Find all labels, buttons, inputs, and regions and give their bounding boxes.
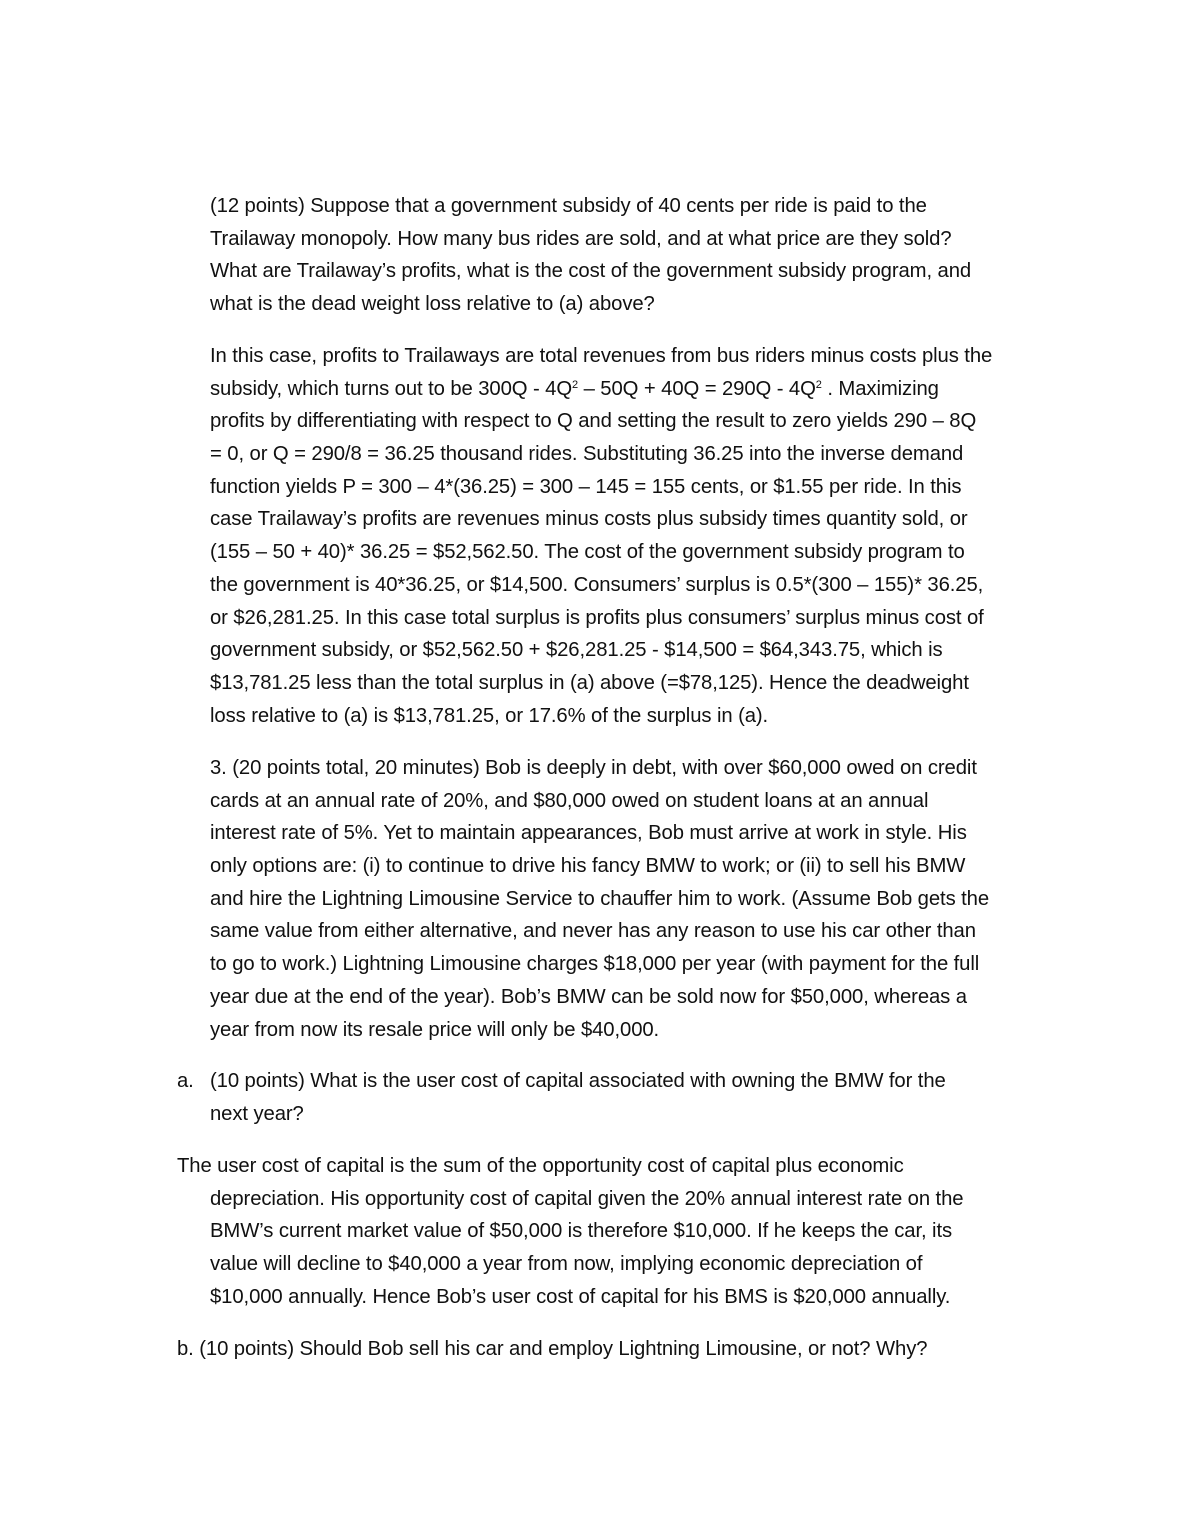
- text-line: (155 – 50 + 40)* 36.25 = $52,562.50. The cost of the government subsidy program to: [210, 541, 965, 564]
- text-line: The user cost of capital is the sum of the opportunity cost of capital plus economic: [177, 1155, 904, 1177]
- text-line: and hire the Lightning Limousine Service to chauffer him to work. (Assume Bob gets the: [210, 887, 990, 910]
- text-line: profits by differentiating with respect to Q and setting the result to zero yields 290 – 8Q: [210, 410, 977, 433]
- text-line: In this case, profits to Trailaways are total revenues from bus riders minus costs plus the: [210, 345, 993, 367]
- text-line: case Trailaway’s profits are revenues minus costs plus subsidy times quantity sold, or: [210, 508, 968, 531]
- text-line: What are Trailaway’s profits, what is the cost of the government subsidy program, and: [210, 260, 972, 283]
- text-run: . Maximizing: [821, 377, 939, 400]
- exponent: 2: [815, 378, 822, 391]
- text-line: $13,781.25 less than the total surplus in (a) above (=$78,125). Hence the deadweight: [210, 671, 969, 694]
- text-line: (12 points) Suppose that a government subsidy of 40 cents per ride is paid to the: [210, 195, 927, 217]
- text-line: what is the dead weight loss relative to (a) above?: [210, 293, 655, 316]
- text-line: only options are: (i) to continue to drive his fancy BMW to work; or (ii) to sell his BMW: [210, 855, 966, 878]
- text-line: next year?: [210, 1102, 304, 1125]
- text-line: loss relative to (a) is $13,781.25, or 17.6% of the surplus in (a).: [210, 704, 769, 727]
- text-line: depreciation. His opportunity cost of capital given the 20% annual interest rate on the: [210, 1187, 964, 1210]
- part-a-question: [177, 1065, 946, 1130]
- text-line: 3. (20 points total, 20 minutes) Bob is deeply in debt, with over $60,000 owed on credit: [210, 757, 977, 779]
- text-line: Trailaway monopoly. How many bus rides are sold, and at what price are they sold?: [210, 227, 952, 250]
- text-line: to go to work.) Lightning Limousine charges $18,000 per year (with payment for the full: [210, 953, 980, 976]
- subsidy-answer: [210, 340, 992, 732]
- subsidy-question: [210, 190, 971, 321]
- text-run: – 50Q + 40Q = 290Q - 4Q: [578, 377, 816, 400]
- text-line: $10,000 annually. Hence Bob’s user cost of capital for his BMS is $20,000 annually.: [210, 1285, 951, 1308]
- text-line: year from now its resale price will only be $40,000.: [210, 1018, 660, 1041]
- exponent: 2: [572, 378, 579, 391]
- text-line: year due at the end of the year). Bob’s BMW can be sold now for $50,000, whereas a: [210, 985, 967, 1008]
- list-label: a.: [177, 1070, 194, 1092]
- text-line: = 0, or Q = 290/8 = 36.25 thousand rides. Substituting 36.25 into the inverse demand: [210, 443, 964, 466]
- part-a-answer: [177, 1150, 963, 1313]
- text-line: value will decline to $40,000 a year from now, implying economic depreciation of: [210, 1253, 923, 1276]
- text-line: interest rate of 5%. Yet to maintain appearances, Bob must arrive at work in style. His: [210, 822, 967, 845]
- text-line: cards at an annual rate of 20%, and $80,000 owed on student loans at an annual: [210, 789, 929, 812]
- question-3: [210, 752, 989, 1046]
- text-line: [177, 1065, 946, 1098]
- text-run: subsidy, which turns out to be 300Q - 4Q: [210, 377, 573, 400]
- text-line: function yields P = 300 – 4*(36.25) = 300 – 145 = 155 cents, or $1.55 per ride. In this: [210, 475, 962, 498]
- text-line: same value from either alternative, and never has any reason to use his car other than: [210, 920, 976, 943]
- text-line: or $26,281.25. In this case total surplus is profits plus consumers’ surplus minus cost of: [210, 606, 984, 629]
- text-line-with-exponents: [210, 373, 992, 406]
- text-line: the government is 40*36.25, or $14,500. Consumers’ surplus is 0.5*(300 – 155)* 36.25,: [210, 573, 984, 596]
- text-line: government subsidy, or $52,562.50 + $26,281.25 - $14,500 = $64,343.75, which is: [210, 639, 943, 662]
- text-line: BMW’s current market value of $50,000 is therefore $10,000. If he keeps the car, its: [210, 1220, 953, 1243]
- text-line: b. (10 points) Should Bob sell his car and employ Lightning Limousine, or not? Why?: [177, 1338, 928, 1360]
- part-b-question: [177, 1333, 927, 1366]
- text-run: (10 points) What is the user cost of capital associated with owning the BMW for the: [210, 1070, 946, 1092]
